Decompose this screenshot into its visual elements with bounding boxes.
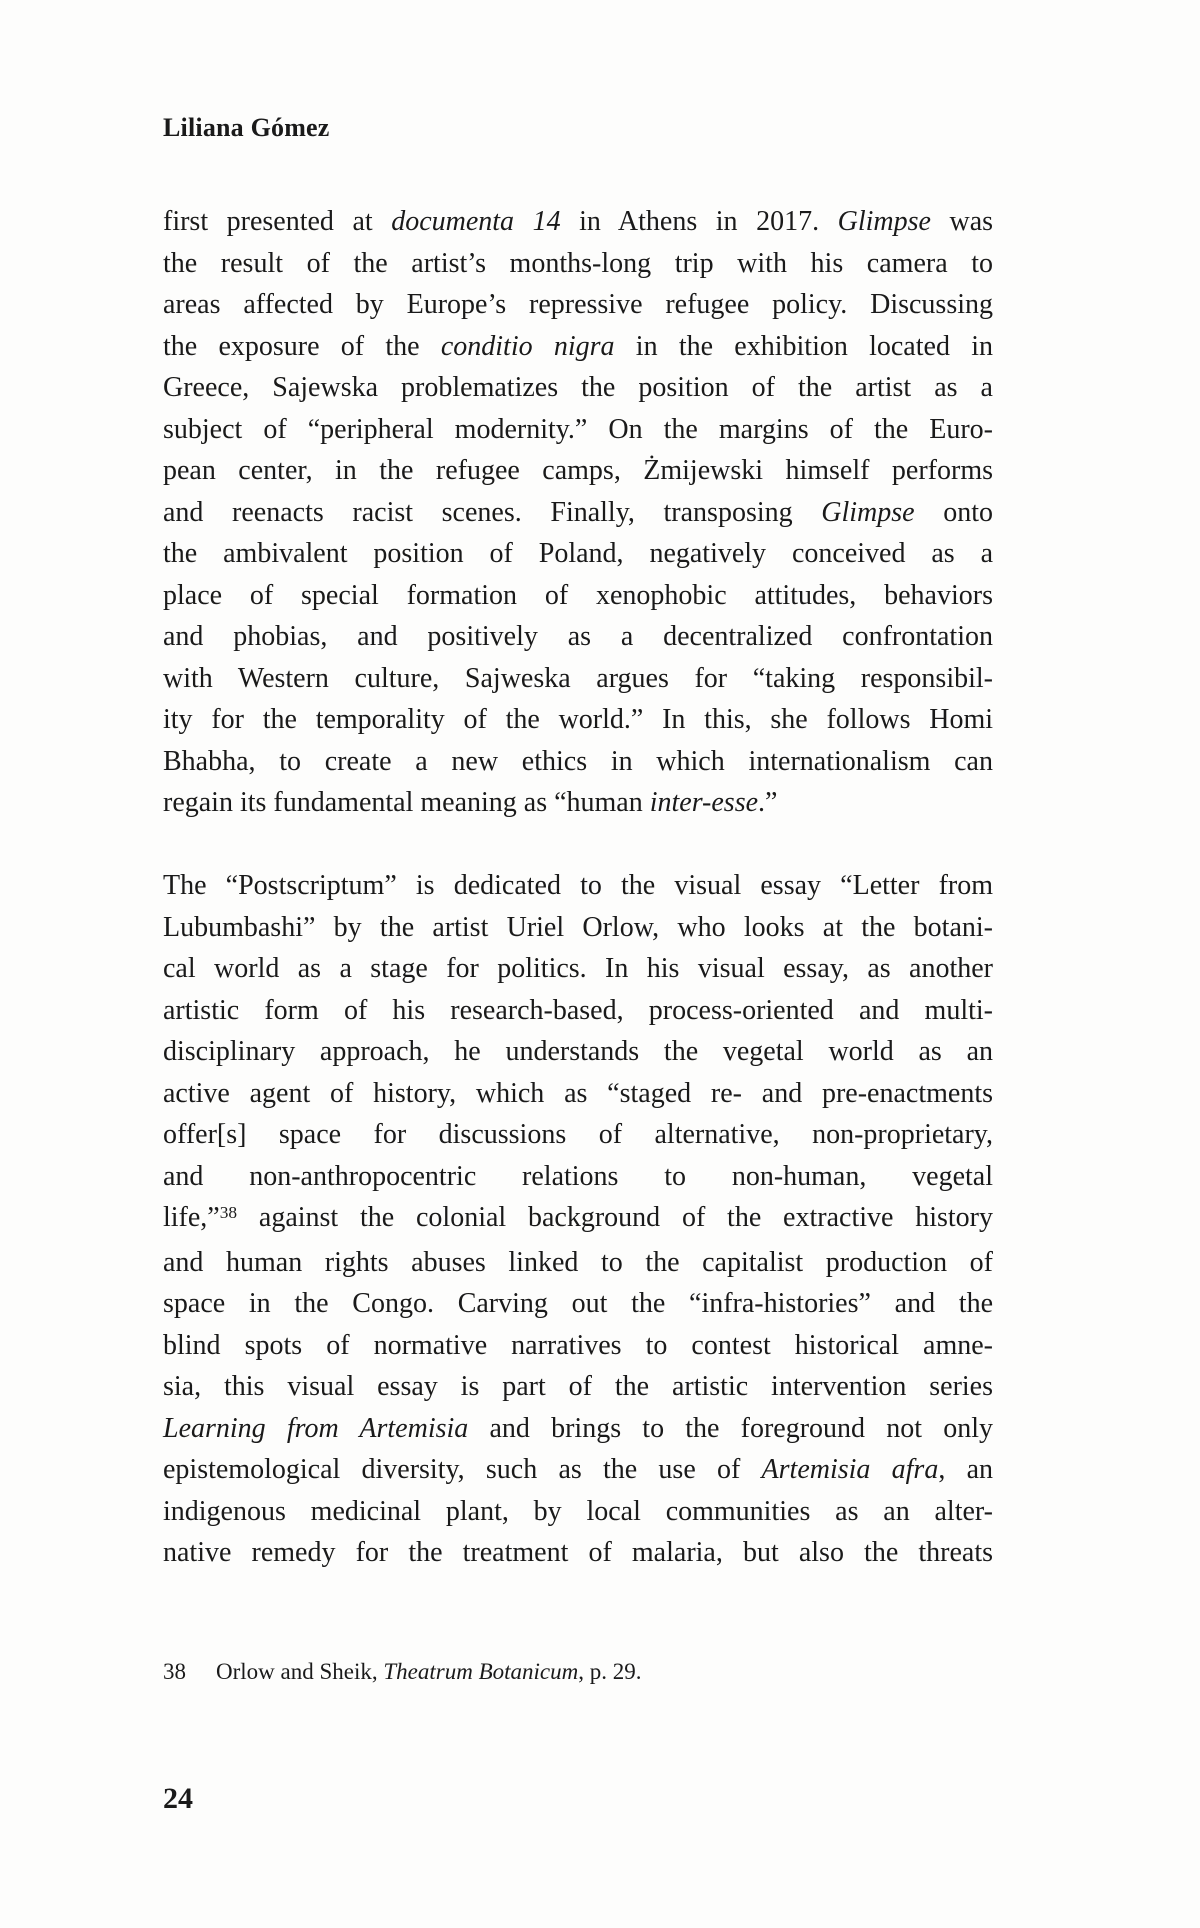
italic-text: documenta 14 [391,206,561,237]
text-line: with Western culture, Sajweska argues for “taking responsibil- [163,662,993,694]
text-line: disciplinary approach, he understands the vegetal world as an [163,1036,993,1067]
text-line: and non-anthropocentric relations to non-human, vegetal [163,1160,993,1192]
text-line: the exposure of the conditio nigra in the exhibition located in [163,330,993,362]
page-number: 24 [163,1782,193,1815]
text-line: pean center, in the refugee camps, Żmijewski himself performs [163,455,993,486]
text-line: The “Postscriptum” is dedicated to the visual essay “Letter from [163,870,993,901]
running-header-author: Liliana Gómez [163,113,330,142]
text-line: epistemological diversity, such as the use of Artemisia afra, an [163,1454,993,1485]
text-line: place of special formation of xenophobic attitudes, behaviors [163,579,993,611]
text-line: and phobias, and positively as a decentralized confrontation [163,621,993,652]
text-line: ity for the temporality of the world.” In this, she follows Homi [163,704,993,735]
text-line: cal world as a stage for politics. In his visual essay, as another [163,953,993,984]
text-line: space in the Congo. Carving out the “infra-histories” and the [163,1288,993,1319]
text-line: sia, this visual essay is part of the artistic intervention series [163,1371,993,1402]
body-text [163,201,993,1574]
text-line: the result of the artist’s months-long trip with his camera to [163,247,993,279]
text-line: Greece, Sajewska problematizes the position of the artist as a [163,372,993,403]
text-line: artistic form of his research-based, process-oriented and multi- [163,994,993,1026]
italic-text: Glimpse [837,206,931,237]
text-line: Learning from Artemisia and brings to the foreground not only [163,1412,993,1444]
italic-text: conditio nigra [440,330,615,362]
text-line: native remedy for the treatment of malaria, but also the threats [163,1537,993,1568]
text-line: blind spots of normative narratives to contest historical amne- [163,1329,993,1361]
footnote-text: Orlow and Sheik, Theatrum Botanicum, p. 29. [216,1659,642,1684]
italic-text: Artemisia afra [761,1454,939,1485]
italic-text: inter-esse [649,787,759,818]
text-line: Lubumbashi” by the artist Uriel Orlow, who looks at the botani- [163,911,993,943]
text-line: active agent of history, which as “staged re- and pre-enactments [163,1077,993,1109]
paragraph [163,201,993,824]
text-line: and human rights abuses linked to the capitalist production of [163,1246,993,1278]
text-line: the ambivalent position of Poland, negatively conceived as a [163,538,993,569]
paragraph [163,865,993,1574]
text-line: indigenous medicinal plant, by local communities as an alter- [163,1495,993,1527]
italic-text: Theatrum Botanicum [383,1659,579,1684]
text-line: first presented at documenta 14 in Athens in 2017. Glimpse was [163,206,994,237]
text-line: life,”$^{38}$ against the colonial background of the extractive history [163,1202,993,1233]
footnote [163,1657,993,1687]
footnote-marker: 38 [219,1202,238,1222]
italic-text: Learning from Artemisia [163,1412,469,1444]
text-line: areas affected by Europe’s repressive refugee policy. Discussing [163,289,993,320]
italic-text: Glimpse [821,496,915,528]
text-line: Bhabha, to create a new ethics in which internationalism can [163,745,993,777]
text-line: subject of “peripheral modernity.” On the margins of the Euro- [163,413,993,445]
text-line: and reenacts racist scenes. Finally, transposing Glimpse onto [163,496,993,528]
text-line: regain its fundamental meaning as “human inter-esse.” [163,787,778,818]
text-line: offer[s] space for discussions of alternative, non-proprietary, [163,1119,993,1150]
footnote-number: 38 [163,1659,186,1684]
